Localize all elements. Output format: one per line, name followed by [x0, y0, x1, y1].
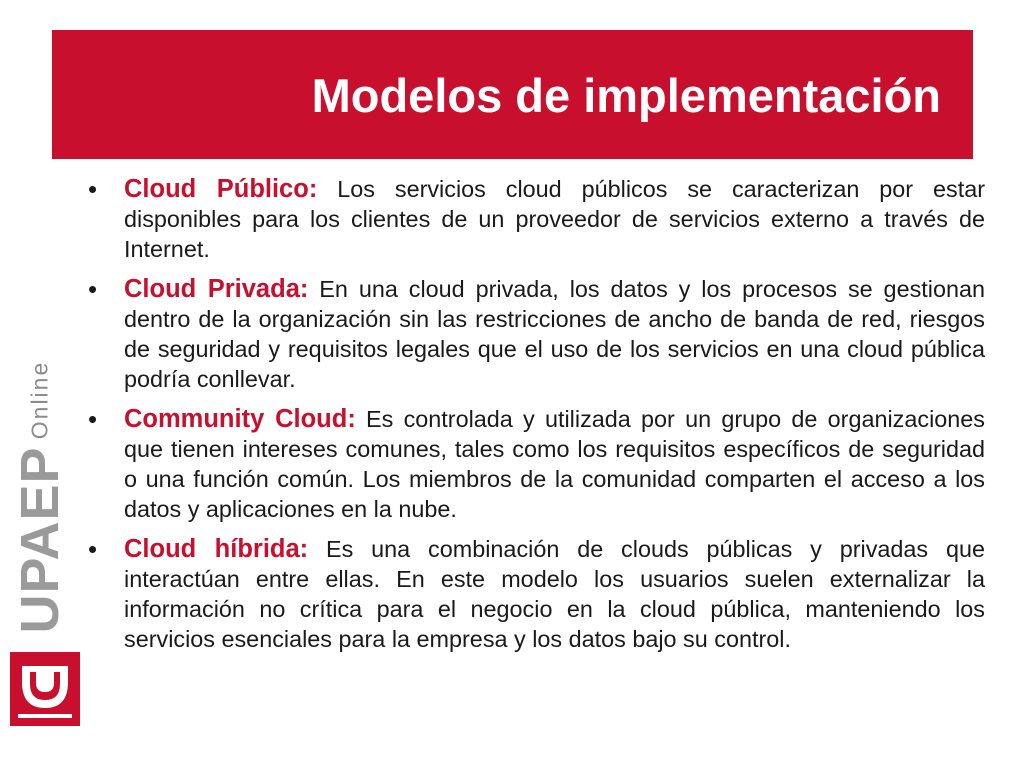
bullet-text: Es controlada y utilizada por un grupo de organizaciones que tienen intereses comunes, tales como los requisitos específicos de seguridad o una función común. Los miembros de la comunidad comparten el acceso a los datos y aplicaciones en la nube. [124, 406, 985, 522]
logo-online-text: Online [26, 360, 53, 440]
upaep-u-icon [10, 652, 80, 726]
bullet-dot-icon: • [88, 274, 98, 304]
bullet-term: Cloud Público [124, 175, 309, 203]
bullet-dot-icon: • [88, 174, 98, 204]
bullet-text: En una cloud privada, los datos y los procesos se gestionan dentro de la organización sin las restricciones de ancho de banda de red, riesgos de seguridad y requisitos legales que el uso de los servicios en una cloud pública podría conllevar. [124, 276, 986, 392]
bullet-term: Cloud híbrida [124, 535, 300, 563]
logo-upaep-text: UPAEP [10, 446, 70, 634]
bullet-dot-icon: • [88, 404, 98, 434]
bullet-dot-icon: • [88, 534, 98, 564]
bullet-colon: : [308, 175, 318, 203]
bullet-colon: : [347, 405, 356, 433]
logo-mark-underline [18, 714, 72, 718]
bullet-item-cloud-hibrida [88, 534, 985, 654]
bullet-item-cloud-privada [88, 274, 985, 394]
title-bar [52, 30, 973, 159]
bullet-text: Es una combinación de clouds públicas y privadas que interactúan entre ellas. En este modelo los usuarios suelen externalizar la información no crítica para el negocio en la cloud pública, manteniendo los servicios esenciales para la empresa y los datos bajo su control. [124, 536, 985, 652]
bullet-term: Cloud Privada [124, 275, 300, 303]
slide-title: Modelos de implementación [311, 69, 941, 122]
bullet-list [88, 174, 985, 664]
bullet-colon: : [299, 275, 309, 303]
bullet-colon: : [299, 535, 309, 563]
bullet-item-cloud-publico [88, 174, 985, 264]
logo-mark-core-u [36, 672, 54, 692]
bullet-item-community-cloud [88, 404, 985, 524]
bullet-text: Los servicios cloud públicos se caracterizan por estar disponibles para los clientes de un proveedor de servicios externo a través de Internet. [124, 176, 985, 262]
bullet-term: Community Cloud [124, 405, 348, 433]
